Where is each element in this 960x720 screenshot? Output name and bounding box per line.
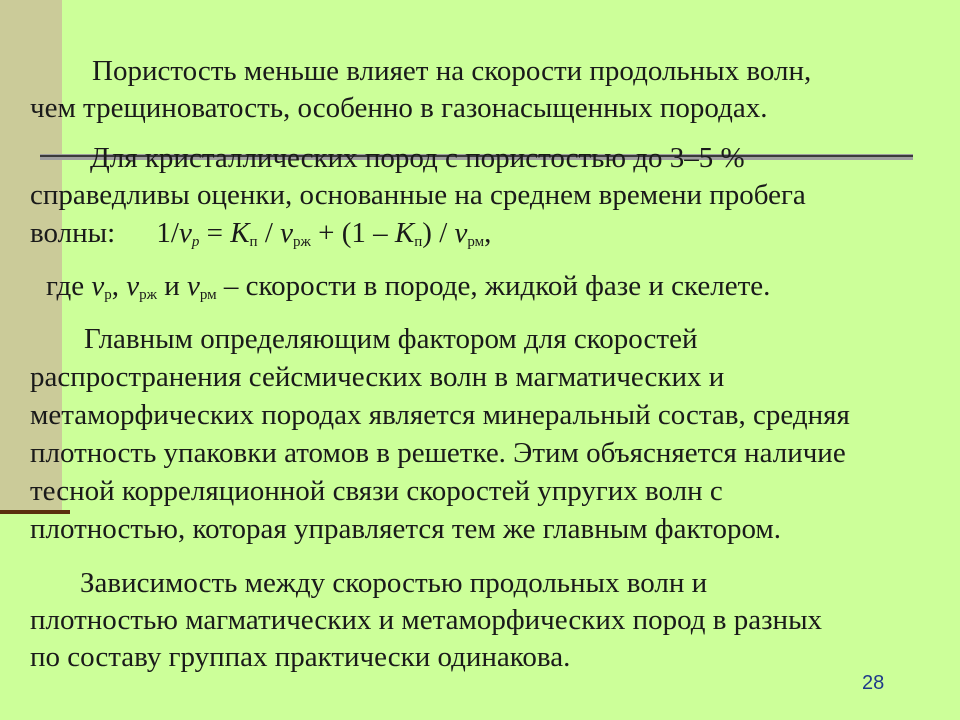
paragraph-line: метаморфических породах является минеральный состав, средняя (30, 399, 850, 431)
paragraph-line: Зависимость между скоростью продольных волн и (80, 567, 708, 599)
paragraph-main-factor-cont (30, 397, 850, 434)
paragraph-main-factor-cont (30, 473, 723, 510)
paragraph-line: плотностью, которая управляется тем же главным фактором. (30, 513, 782, 545)
paragraph-crystalline-cont (30, 177, 806, 214)
formula-prefix: волны: (30, 217, 116, 249)
paragraph-dependence-cont (30, 602, 822, 639)
paragraph-line: Пористость меньше влияет на скорости продольных волн, (92, 55, 812, 87)
paragraph-dependence (80, 565, 707, 602)
paragraph-line: Главным определяющим фактором для скоростей (84, 323, 698, 355)
slide-number: 28 (862, 672, 885, 694)
paragraph-where: где $v_р$, $v_{рж}$ и $v_{рм}$ – скорости в породе, жидкой фазе и скелете. (46, 270, 771, 303)
paragraph-dependence-cont (30, 639, 570, 676)
paragraph-main-factor-cont (30, 359, 724, 396)
formula-line (30, 215, 491, 252)
paragraph-porosity-cont (30, 90, 767, 127)
paragraph-line: Для кристаллических пород с пористостью до 3–5 % (90, 142, 745, 174)
paragraph-line: распространения сейсмических волн в магматических и (30, 361, 725, 393)
paragraph-line: по составу группах практически одинакова. (30, 641, 571, 673)
paragraph-main-factor-cont (30, 511, 781, 548)
paragraph-crystalline (90, 140, 745, 177)
paragraph-line: плотностью магматических и метаморфических пород в разных (30, 604, 823, 636)
velocity-formula: $1/v_p = K_п / v_{рж} + (1 - K_п) / v_{рм}$, (156, 217, 492, 250)
paragraph-line: чем трещиноватость, особенно в газонасыщенных породах. (30, 92, 768, 124)
paragraph-main-factor (84, 321, 697, 358)
paragraph-line: плотность упаковки атомов в решетке. Этим объясняется наличие (30, 437, 846, 469)
paragraph-main-factor-cont (30, 435, 846, 472)
paragraph-porosity (92, 53, 811, 90)
paragraph-line: тесной корреляционной связи скоростей упругих волн с (30, 475, 723, 507)
paragraph-line: справедливы оценки, основанные на среднем времени пробега (30, 179, 806, 211)
